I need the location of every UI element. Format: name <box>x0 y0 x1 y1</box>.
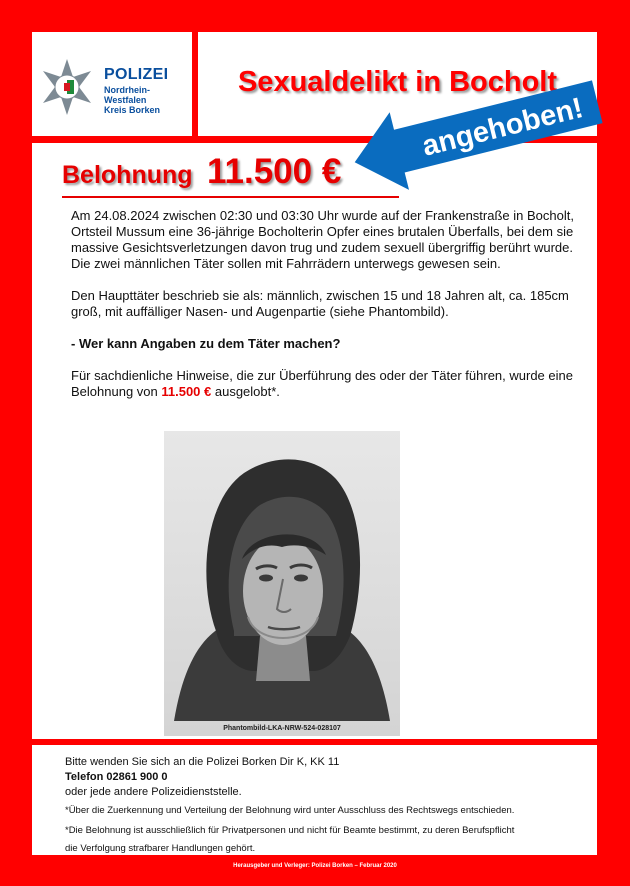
contact-footer <box>32 745 597 855</box>
police-logo-text <box>104 66 192 115</box>
description-paragraph-bikes: Die zwei männlichen Täter sollen mit Fahrrädern unterwegs gewesen sein. <box>71 256 501 271</box>
phantom-image-caption: Phantombild-LKA-NRW-524-028107 <box>223 725 341 732</box>
case-description <box>71 208 576 400</box>
description-paragraph: Am 24.08.2024 zwischen 02:30 und 03:30 Uhr wurde auf der Frankenstraße in Bocholt, Ortsteil Mussum eine 36-jährige Bocholterin Opfer eines brutalen Überfalls, bei dem sie massive Gesichtsverletzungen davon trug und zudem sexuell übergriffig berührt wurde. <box>71 208 574 255</box>
reward-text-pre: Für sachdienliche Hinweise, die zur Überführung des oder der Täter führen, wurde eine Belohnung von <box>71 368 573 399</box>
reward-paragraph <box>71 368 576 400</box>
legal-note-2b: die Verfolgung strafbarer Handlungen gehört. <box>65 843 256 854</box>
reward-text-post: ausgelobt*. <box>211 384 280 399</box>
reward-headline <box>62 152 341 192</box>
appeal-question: - Wer kann Angaben zu dem Täter machen? <box>71 336 341 351</box>
left-arrow-icon <box>345 66 607 198</box>
phantom-image <box>164 431 400 736</box>
raised-banner: angehoben! <box>419 92 587 163</box>
logo-line-state: Nordrhein-Westfalen <box>104 85 150 105</box>
police-logo-box <box>32 32 192 136</box>
contact-other: oder jede andere Polizeidienststelle. <box>65 786 242 798</box>
legal-note-2a: *Die Belohnung ist ausschließlich für Privatpersonen und nicht für Beamte bestimmt, zu deren Berufspflicht <box>65 825 515 836</box>
legal-note-1: *Über die Zuerkennung und Verteilung der Belohnung wird unter Ausschluss des Rechtswegs entschieden. <box>65 805 515 816</box>
logo-line-polizei: POLIZEI <box>104 66 169 83</box>
reward-amount: 11.500 € <box>206 152 342 191</box>
reward-text-amount: 11.500 € <box>161 384 212 399</box>
reward-label: Belohnung <box>62 161 193 189</box>
page-title: Sexualdelikt in Bocholt <box>237 66 558 98</box>
publisher-line: Herausgeber und Verleger: Polizei Borken – Februar 2020 <box>233 863 397 869</box>
contact-text: Bitte wenden Sie sich an die Polizei Borken Dir K, KK 11 <box>65 756 340 768</box>
logo-line-district: Kreis Borken <box>104 105 161 115</box>
suspect-description: Den Haupttäter beschrieb sie als: männlich, zwischen 15 und 18 Jahren alt, ca. 185cm groß, mit auffälliger Nasen- und Augenpartie (siehe Phantombild). <box>71 288 569 319</box>
phantom-sketch <box>164 431 400 736</box>
police-star-icon <box>38 58 96 116</box>
contact-phone: Telefon 02861 900 0 <box>65 771 168 783</box>
main-content <box>32 143 597 739</box>
